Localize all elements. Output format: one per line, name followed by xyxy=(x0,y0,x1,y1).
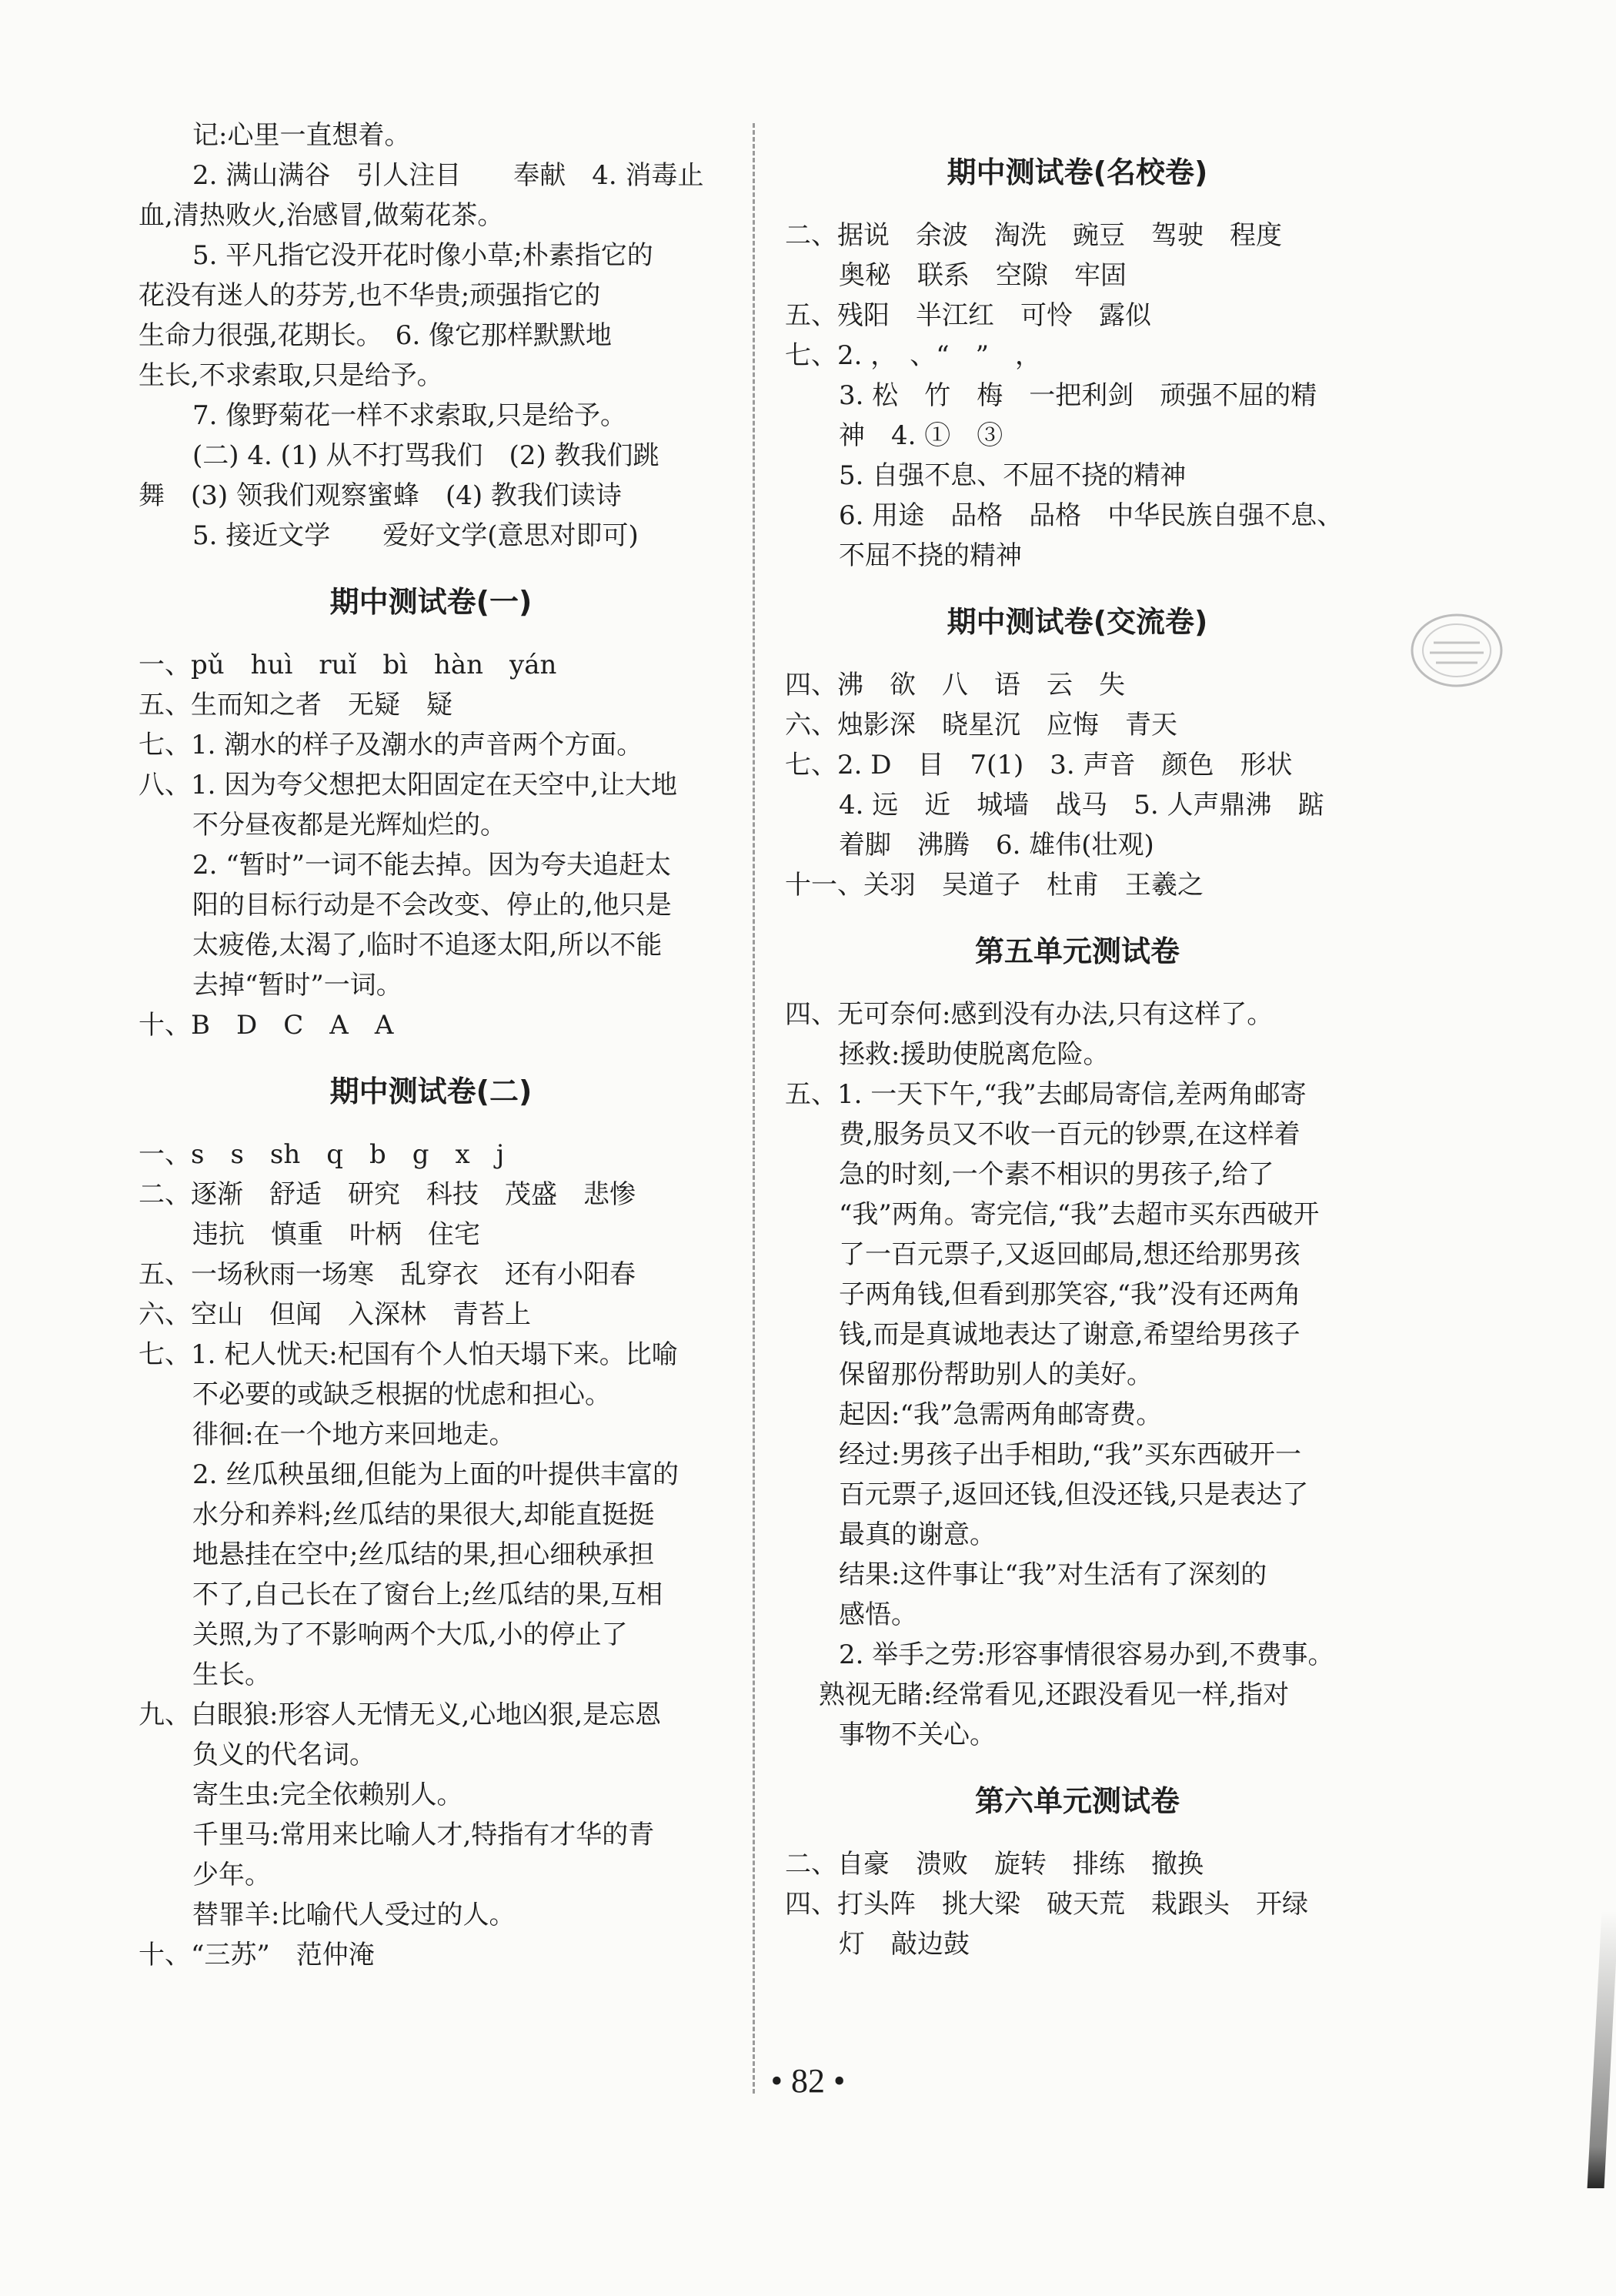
text-line: 关照,为了不影响两个大瓜,小的停止了 xyxy=(192,1619,628,1650)
text-line: 违抗 慎重 叶柄 住宅 xyxy=(192,1219,480,1250)
text-line: 拯救:援助使脱离危险。 xyxy=(839,1039,1110,1070)
text-line: 七、1. 杞人忧天:杞国有个人怕天塌下来。比喻 xyxy=(139,1339,678,1370)
text-line: 钱,而是真诚地表达了谢意,希望给男孩子 xyxy=(839,1319,1300,1350)
text-line: 生长,不求索取,只是给予。 xyxy=(139,360,443,391)
text-line: 2. 满山满谷 引人注目 奉献 4. 消毒止 xyxy=(192,160,704,191)
section-unit-6 xyxy=(785,1844,1370,1964)
text-line: 保留那份帮助别人的美好。 xyxy=(839,1359,1153,1390)
text-line: 四、打头阵 挑大梁 破天荒 栽跟头 开绿 xyxy=(785,1889,1308,1920)
text-line: 4. 远 近 城墙 战马 5. 人声鼎沸 踮 xyxy=(839,790,1324,820)
text-line: 寄生虫:完全依赖别人。 xyxy=(192,1780,463,1810)
text-line: 五、一场秋雨一场寒 乱穿衣 还有小阳春 xyxy=(139,1259,636,1290)
text-line: 起因:“我”急需两角邮寄费。 xyxy=(839,1399,1163,1430)
section-title-midterm-famous-school: 期中测试卷(名校卷) xyxy=(947,155,1208,189)
text-line: 2. 举手之劳:形容事情很容易办到,不费事。 xyxy=(839,1639,1334,1670)
text-line: 地悬挂在空中;丝瓜结的果,担心细秧承担 xyxy=(192,1539,655,1570)
column-divider xyxy=(753,123,755,2094)
text-line: 经过:男孩子出手相助,“我”买东西破开一 xyxy=(839,1439,1302,1470)
text-line: “我”两角。寄完信,“我”去超市买东西破开 xyxy=(839,1199,1320,1230)
text-line: 结果:这件事让“我”对生活有了深刻的 xyxy=(839,1559,1267,1590)
text-line: 5. 平凡指它没开花时像小草;朴素指它的 xyxy=(192,240,653,271)
text-line: 十、B D C A A xyxy=(139,1010,394,1041)
text-line: 5. 自强不息、不屈不挠的精神 xyxy=(839,460,1187,491)
section-unit-5 xyxy=(785,994,1370,1755)
text-line: 了一百元票子,又返回邮局,想还给那男孩 xyxy=(839,1239,1300,1270)
section-title-midterm-1: 期中测试卷(一) xyxy=(329,585,533,619)
text-line: 五、残阳 半江红 可怜 露似 xyxy=(785,300,1151,331)
text-line: 二、逐渐 舒适 研究 科技 茂盛 悲惨 xyxy=(139,1179,636,1210)
text-line: 二、据说 余波 淘洗 豌豆 驾驶 程度 xyxy=(785,220,1282,251)
text-line: 血,清热败火,治感冒,做菊花茶。 xyxy=(139,200,504,231)
page-edge-shadow xyxy=(1588,1911,1616,2188)
text-line: 替罪羊:比喻代人受过的人。 xyxy=(192,1900,516,1930)
text-line: 六、空山 但闻 入深林 青苔上 xyxy=(139,1299,531,1330)
text-line: 八、1. 因为夸父想把太阳固定在天空中,让大地 xyxy=(139,770,678,800)
text-line: 负义的代名词。 xyxy=(192,1740,376,1770)
section-title-midterm-exchange: 期中测试卷(交流卷) xyxy=(947,605,1208,639)
text-line: 四、无可奈何:感到没有办法,只有这样了。 xyxy=(785,999,1274,1030)
text-line: 七、2. D 目 7(1) 3. 声音 颜色 形状 xyxy=(785,750,1293,780)
right-column xyxy=(785,115,1370,1964)
text-line: 生长。 xyxy=(192,1659,271,1690)
section-title-unit-6: 第六单元测试卷 xyxy=(974,1784,1180,1818)
text-line: 6. 用途 品格 品格 中华民族自强不息、 xyxy=(839,500,1344,531)
text-line: 二、自豪 溃败 旋转 排练 撤换 xyxy=(785,1849,1204,1880)
text-line: 一、s s sh q b g x j xyxy=(139,1139,505,1170)
text-line: 一、pǔ huì ruǐ bì hàn yán xyxy=(139,650,557,680)
text-line: 舞 (3) 领我们观察蜜蜂 (4) 教我们读诗 xyxy=(139,480,622,511)
text-line: 神 4. ① ③ xyxy=(839,420,1003,451)
text-line: 着脚 沸腾 6. 雄伟(壮观) xyxy=(839,830,1154,861)
text-line: 最真的谢意。 xyxy=(839,1519,996,1550)
text-line: 五、1. 一天下午,“我”去邮局寄信,差两角邮寄 xyxy=(785,1079,1307,1110)
text-line: 五、生而知之者 无疑 疑 xyxy=(139,690,452,720)
text-line: 水分和养料;丝瓜结的果很大,却能直挺挺 xyxy=(192,1499,655,1530)
text-line: 事物不关心。 xyxy=(839,1719,996,1750)
text-line: 不了,自己长在了窗台上;丝瓜结的果,互相 xyxy=(192,1579,663,1610)
left-column xyxy=(139,115,723,1975)
intro-block xyxy=(139,115,723,556)
section-midterm-1 xyxy=(139,645,723,1045)
text-line: 不必要的或缺乏根据的忧虑和担心。 xyxy=(192,1379,611,1410)
text-line: 2. 丝瓜秧虽细,但能为上面的叶提供丰富的 xyxy=(192,1459,679,1490)
text-line: 太疲倦,太渴了,临时不追逐太阳,所以不能 xyxy=(192,930,663,961)
text-line: 感悟。 xyxy=(839,1599,917,1630)
seal-stamp-icon xyxy=(1407,608,1507,693)
text-line: 5. 接近文学 爱好文学(意思对即可) xyxy=(192,520,639,551)
section-title-unit-5: 第五单元测试卷 xyxy=(974,934,1180,968)
text-line: 记:心里一直想着。 xyxy=(192,120,411,151)
text-line: 九、白眼狼:形容人无情无义,心地凶狠,是忘恩 xyxy=(139,1699,662,1730)
text-line: 阳的目标行动是不会改变、停止的,他只是 xyxy=(192,890,672,921)
text-line: 子两角钱,但看到那笑容,“我”没有还两角 xyxy=(839,1279,1301,1310)
text-line: 费,服务员又不收一百元的钞票,在这样着 xyxy=(839,1119,1300,1150)
text-line: (二) 4. (1) 从不打骂我们 (2) 教我们跳 xyxy=(192,440,659,471)
page-number: • 82 • xyxy=(770,2062,846,2100)
text-line: 急的时刻,一个素不相识的男孩子,给了 xyxy=(839,1159,1274,1190)
section-midterm-exchange xyxy=(785,665,1370,905)
text-line: 2. “暂时”一词不能去掉。因为夸夫追赶太 xyxy=(192,850,672,881)
text-line: 四、沸 欲 八 语 云 失 xyxy=(785,670,1125,700)
text-line: 不屈不挠的精神 xyxy=(839,540,1022,571)
text-line: 奥秘 联系 空隙 牢固 xyxy=(839,260,1127,291)
text-line: 六、烛影深 晓星沉 应悔 青天 xyxy=(785,710,1177,740)
text-line: 去掉“暂时”一词。 xyxy=(192,970,402,1001)
text-line: 徘徊:在一个地方来回地走。 xyxy=(192,1419,516,1450)
text-line: 熟视无睹:经常看见,还跟没看见一样,指对 xyxy=(819,1679,1290,1710)
section-midterm-2 xyxy=(139,1135,723,1975)
text-line: 不分昼夜都是光辉灿烂的。 xyxy=(192,810,506,841)
text-line: 少年。 xyxy=(192,1860,271,1890)
text-line: 千里马:常用来比喻人才,特指有才华的青 xyxy=(192,1820,655,1850)
text-line: 生命力很强,花期长。 6. 像它那样默默地 xyxy=(139,320,613,351)
text-line: 七、2. ， 、“ ” ， xyxy=(785,340,1042,371)
text-line: 十一、关羽 吴道子 杜甫 王羲之 xyxy=(785,870,1204,901)
text-line: 灯 敲边鼓 xyxy=(839,1929,970,1960)
text-line: 百元票子,返回还钱,但没还钱,只是表达了 xyxy=(839,1479,1309,1510)
section-midterm-famous-school xyxy=(785,216,1370,576)
section-title-midterm-2: 期中测试卷(二) xyxy=(329,1074,533,1108)
text-line: 3. 松 竹 梅 一把利剑 顽强不屈的精 xyxy=(839,380,1317,411)
text-line: 十、“三苏” 范仲淹 xyxy=(139,1940,375,1970)
text-line: 七、1. 潮水的样子及潮水的声音两个方面。 xyxy=(139,730,643,760)
text-line: 花没有迷人的芬芳,也不华贵;顽强指它的 xyxy=(139,280,601,311)
text-line: 7. 像野菊花一样不求索取,只是给予。 xyxy=(192,400,627,431)
